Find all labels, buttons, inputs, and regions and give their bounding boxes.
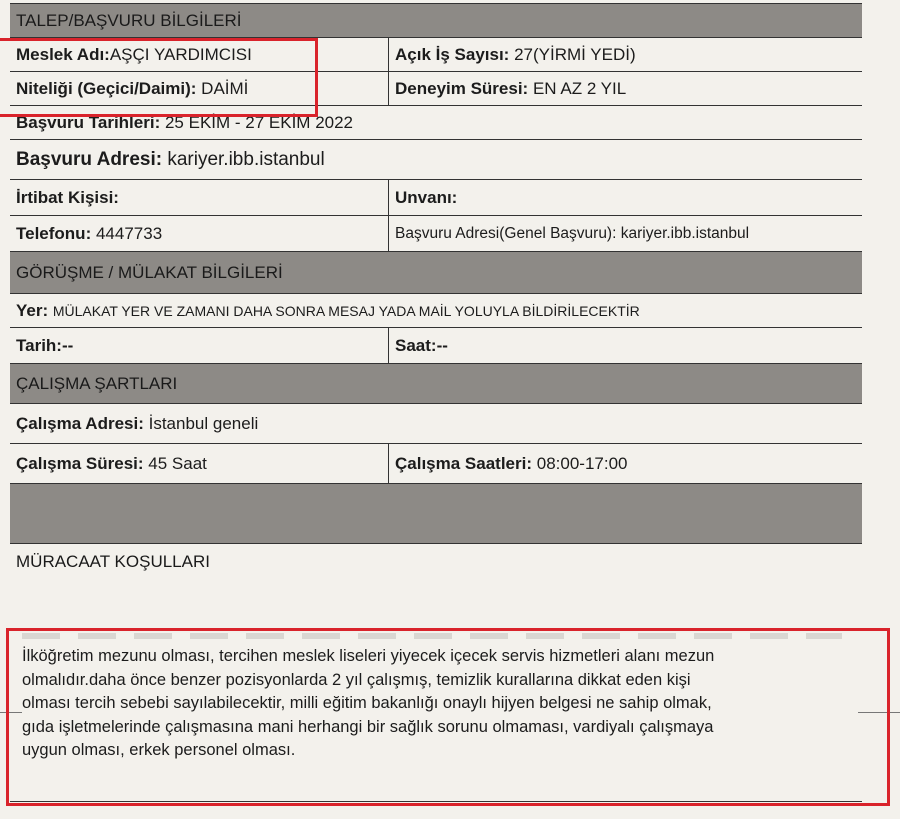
acik-value: 27(YİRMİ YEDİ) bbox=[514, 44, 636, 64]
condition-line: İlköğretim mezunu olması, tercihen meslek liseleri yiyecek içecek servis hizmetleri alanı mezun bbox=[22, 647, 715, 665]
condition-line: uygun olması, erkek personel olması. bbox=[22, 741, 296, 759]
margin-mark bbox=[0, 712, 22, 713]
faded-print-line bbox=[22, 633, 842, 639]
row-calisma-adresi bbox=[10, 404, 862, 444]
tarih-cell bbox=[10, 106, 862, 139]
calisma-sure-label: Çalışma Süresi: bbox=[16, 453, 144, 473]
gorusme-tarih-value: -- bbox=[61, 335, 74, 355]
genel-label: Başvuru Adresi(Genel Başvuru): bbox=[395, 224, 617, 242]
gorusme-saat-label: Saat: bbox=[395, 335, 437, 355]
genel-basvuru-cell bbox=[388, 216, 862, 251]
acik-label: Açık İş Sayısı: bbox=[395, 44, 510, 64]
deneyim-label: Deneyim Süresi: bbox=[395, 78, 529, 98]
meslek-label: Meslek Adı: bbox=[16, 44, 110, 64]
basvuru-tarih-value: 25 EKİM - 27 EKİM 2022 bbox=[164, 112, 354, 132]
gorusme-saat-cell bbox=[388, 328, 862, 363]
telefon-label: Telefonu: bbox=[16, 223, 92, 243]
row-yer bbox=[10, 294, 862, 328]
calisma-adres-cell bbox=[10, 404, 862, 443]
gorusme-tarih-label: Tarih: bbox=[16, 335, 62, 355]
gorusme-saat-value: -- bbox=[436, 335, 448, 355]
section-header-muracaat bbox=[10, 484, 862, 571]
calisma-saat-value: 08:00-17:00 bbox=[536, 453, 628, 473]
yer-cell bbox=[10, 294, 862, 327]
niteligi-cell bbox=[10, 72, 388, 105]
margin-mark bbox=[858, 712, 900, 713]
niteligi-label: Niteliği (Geçici/Daimi): bbox=[16, 78, 197, 98]
telefon-value: 4447733 bbox=[95, 223, 163, 243]
section-header-talep bbox=[10, 4, 862, 38]
row-telefon bbox=[10, 216, 862, 252]
calisma-sure-cell bbox=[10, 444, 388, 483]
muracaat-conditions-text bbox=[22, 645, 852, 763]
section-header-calisma bbox=[10, 364, 862, 404]
acik-cell bbox=[388, 38, 862, 71]
section-title: ÇALIŞMA ŞARTLARI bbox=[16, 373, 178, 393]
irtibat-label: İrtibat Kişisi: bbox=[16, 187, 119, 207]
row-meslek bbox=[10, 38, 862, 72]
gorusme-tarih-cell bbox=[10, 328, 388, 363]
yer-label: Yer: bbox=[16, 300, 49, 320]
row-tarih-saat bbox=[10, 328, 862, 364]
calisma-saat-label: Çalışma Saatleri: bbox=[395, 453, 533, 473]
basvuru-adres-label: Başvuru Adresi: bbox=[16, 148, 163, 170]
calisma-saat-cell bbox=[388, 444, 862, 483]
calisma-adres-value: İstanbul geneli bbox=[148, 413, 259, 433]
adres-cell bbox=[10, 140, 862, 179]
deneyim-value: EN AZ 2 YIL bbox=[532, 78, 627, 98]
calisma-sure-value: 45 Saat bbox=[148, 453, 207, 473]
row-niteligi bbox=[10, 72, 862, 106]
irtibat-cell bbox=[10, 180, 388, 215]
meslek-cell bbox=[10, 38, 388, 71]
basvuru-adres-value: kariyer.ibb.istanbul bbox=[167, 148, 325, 170]
niteligi-value: DAİMİ bbox=[201, 78, 249, 98]
genel-value: kariyer.ibb.istanbul bbox=[620, 224, 750, 242]
meslek-value: AŞÇI YARDIMCISI bbox=[109, 44, 252, 64]
section-title: GÖRÜŞME / MÜLAKAT BİLGİLERİ bbox=[16, 262, 283, 282]
yer-value: MÜLAKAT YER VE ZAMANI DAHA SONRA MESAJ YADA MAİL YOLUYLA BİLDİRİLECEKTİR bbox=[52, 302, 640, 319]
row-basvuru-adresi bbox=[10, 140, 862, 180]
condition-line: olmalıdır.daha önce benzer pozisyonlarda 2 yıl çalışmış, temizlik kurallarına dikkat eden kişi bbox=[22, 670, 691, 689]
row-calisma-suresi bbox=[10, 444, 862, 484]
calisma-adres-label: Çalışma Adresi: bbox=[16, 413, 144, 433]
unvan-label: Unvanı: bbox=[395, 187, 458, 207]
telefon-cell bbox=[10, 216, 388, 251]
unvan-cell bbox=[388, 180, 862, 215]
condition-line: gıda işletmelerinde çalışmasına mani herhangi bir sağlık sorunu olmaması, vardiyalı çalışmaya bbox=[22, 717, 714, 736]
section-title: MÜRACAAT KOŞULLARI bbox=[16, 552, 210, 571]
condition-line: olması tercih sebebi sayılabilecektir, milli eğitim bakanlığı onaylı hijyen belgesi ne sahip olmak, bbox=[22, 694, 712, 712]
deneyim-cell bbox=[388, 72, 862, 105]
row-basvuru-tarihleri bbox=[10, 106, 862, 140]
basvuru-tarih-label: Başvuru Tarihleri: bbox=[16, 112, 161, 132]
section-header-gorusme bbox=[10, 252, 862, 294]
section-title: TALEP/BAŞVURU BİLGİLERİ bbox=[16, 10, 242, 30]
row-irtibat bbox=[10, 180, 862, 216]
